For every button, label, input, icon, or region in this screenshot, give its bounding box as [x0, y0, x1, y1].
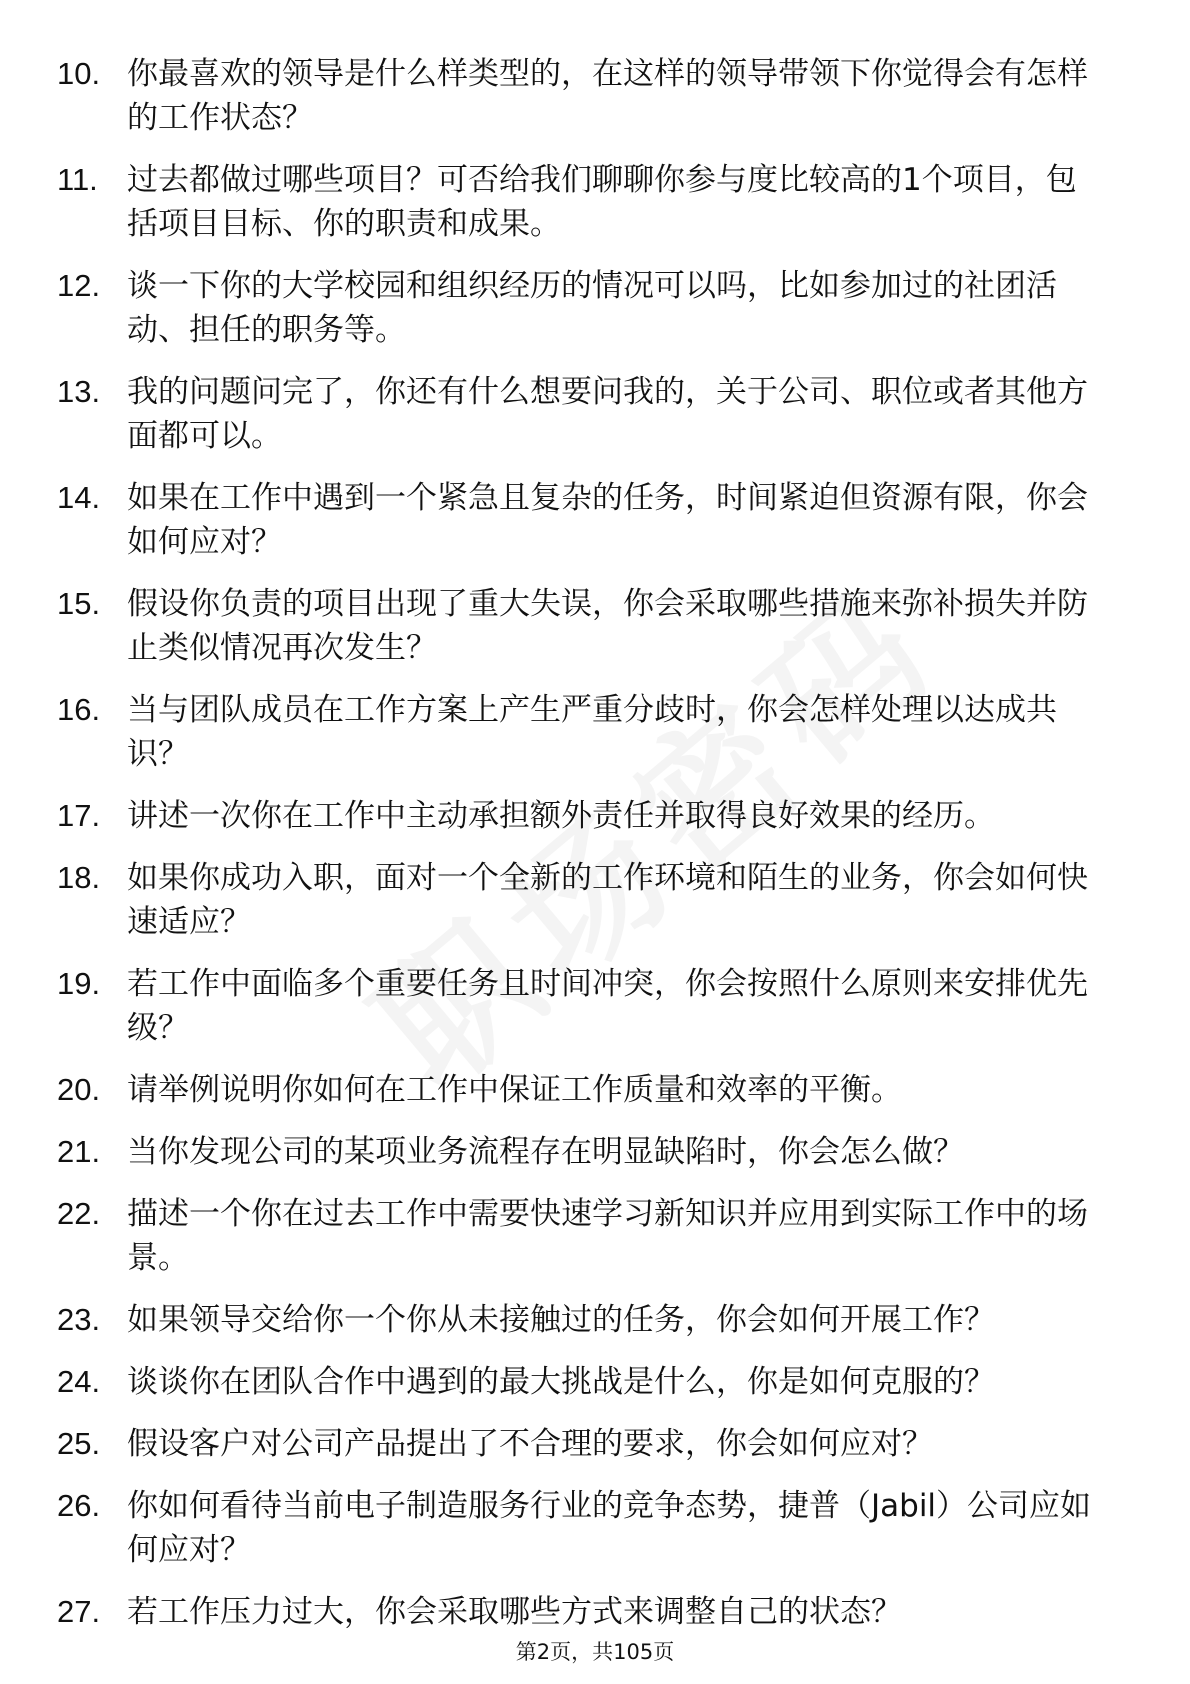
list-item	[0, 52, 1190, 140]
list-item	[0, 1422, 1190, 1466]
item-text: 过去都做过哪些项目？可否给我们聊聊你参与度比较高的1个项目，包括项目目标、你的职责和成果。	[127, 162, 1077, 242]
item-text: 你最喜欢的领导是什么样类型的，在这样的领导带领下你觉得会有怎样的工作状态？	[127, 56, 1088, 136]
list-item	[0, 962, 1190, 1050]
item-number: 22.	[57, 1196, 101, 1231]
item-text: 若工作中面临多个重要任务且时间冲突，你会按照什么原则来安排优先级？	[127, 966, 1088, 1046]
item-number: 19.	[57, 966, 101, 1001]
item-number: 26.	[57, 1488, 101, 1523]
list-item	[0, 1360, 1190, 1404]
item-number: 12.	[57, 268, 101, 303]
item-text: 当你发现公司的某项业务流程存在明显缺陷时，你会怎么做？	[127, 1134, 964, 1170]
list-item	[0, 158, 1190, 246]
list-item	[0, 476, 1190, 564]
item-text: 我的问题问完了，你还有什么想要问我的，关于公司、职位或者其他方面都可以。	[127, 374, 1088, 454]
item-number: 15.	[57, 586, 101, 621]
list-item	[0, 1192, 1190, 1280]
item-text: 讲述一次你在工作中主动承担额外责任并取得良好效果的经历。	[127, 798, 995, 834]
item-text: 谈一下你的大学校园和组织经历的情况可以吗，比如参加过的社团活动、担任的职务等。	[127, 268, 1057, 348]
item-number: 17.	[57, 798, 101, 833]
list-item	[0, 370, 1190, 458]
item-number: 21.	[57, 1134, 101, 1169]
item-number: 23.	[57, 1302, 101, 1337]
list-item	[0, 1590, 1190, 1634]
item-number: 25.	[57, 1426, 101, 1461]
item-text: 如果你成功入职，面对一个全新的工作环境和陌生的业务，你会如何快速适应？	[127, 860, 1088, 940]
item-number: 16.	[57, 692, 101, 727]
page-footer: 第2页，共105页	[515, 1640, 675, 1664]
item-text: 描述一个你在过去工作中需要快速学习新知识并应用到实际工作中的场景。	[127, 1196, 1088, 1276]
item-text: 若工作压力过大，你会采取哪些方式来调整自己的状态？	[127, 1594, 902, 1630]
list-item	[0, 1130, 1190, 1174]
list-item	[0, 856, 1190, 944]
item-text: 假设你负责的项目出现了重大失误，你会采取哪些措施来弥补损失并防止类似情况再次发生？	[127, 586, 1088, 666]
list-item	[0, 1484, 1190, 1572]
list-item	[0, 1068, 1190, 1112]
item-text: 谈谈你在团队合作中遇到的最大挑战是什么，你是如何克服的？	[127, 1364, 995, 1400]
item-number: 24.	[57, 1364, 101, 1399]
item-text: 如果领导交给你一个你从未接触过的任务，你会如何开展工作？	[127, 1302, 995, 1338]
item-text: 当与团队成员在工作方案上产生严重分歧时，你会怎样处理以达成共识？	[127, 692, 1057, 772]
item-text: 你如何看待当前电子制造服务行业的竞争态势，捷普（Jabil）公司应如何应对？	[127, 1488, 1092, 1568]
item-number: 14.	[57, 480, 101, 515]
list-item	[0, 1298, 1190, 1342]
item-number: 27.	[57, 1594, 101, 1629]
item-number: 11.	[57, 162, 98, 197]
list-item	[0, 794, 1190, 838]
item-number: 18.	[57, 860, 101, 895]
item-text: 请举例说明你如何在工作中保证工作质量和效率的平衡。	[127, 1072, 902, 1108]
item-text: 如果在工作中遇到一个紧急且复杂的任务，时间紧迫但资源有限，你会如何应对？	[127, 480, 1088, 560]
item-number: 13.	[57, 374, 101, 409]
item-number: 20.	[57, 1072, 101, 1107]
item-text: 假设客户对公司产品提出了不合理的要求，你会如何应对？	[127, 1426, 933, 1462]
list-item	[0, 688, 1190, 776]
item-number: 10.	[57, 56, 101, 91]
list-item	[0, 264, 1190, 352]
list-item	[0, 582, 1190, 670]
question-list	[0, 52, 1190, 1652]
